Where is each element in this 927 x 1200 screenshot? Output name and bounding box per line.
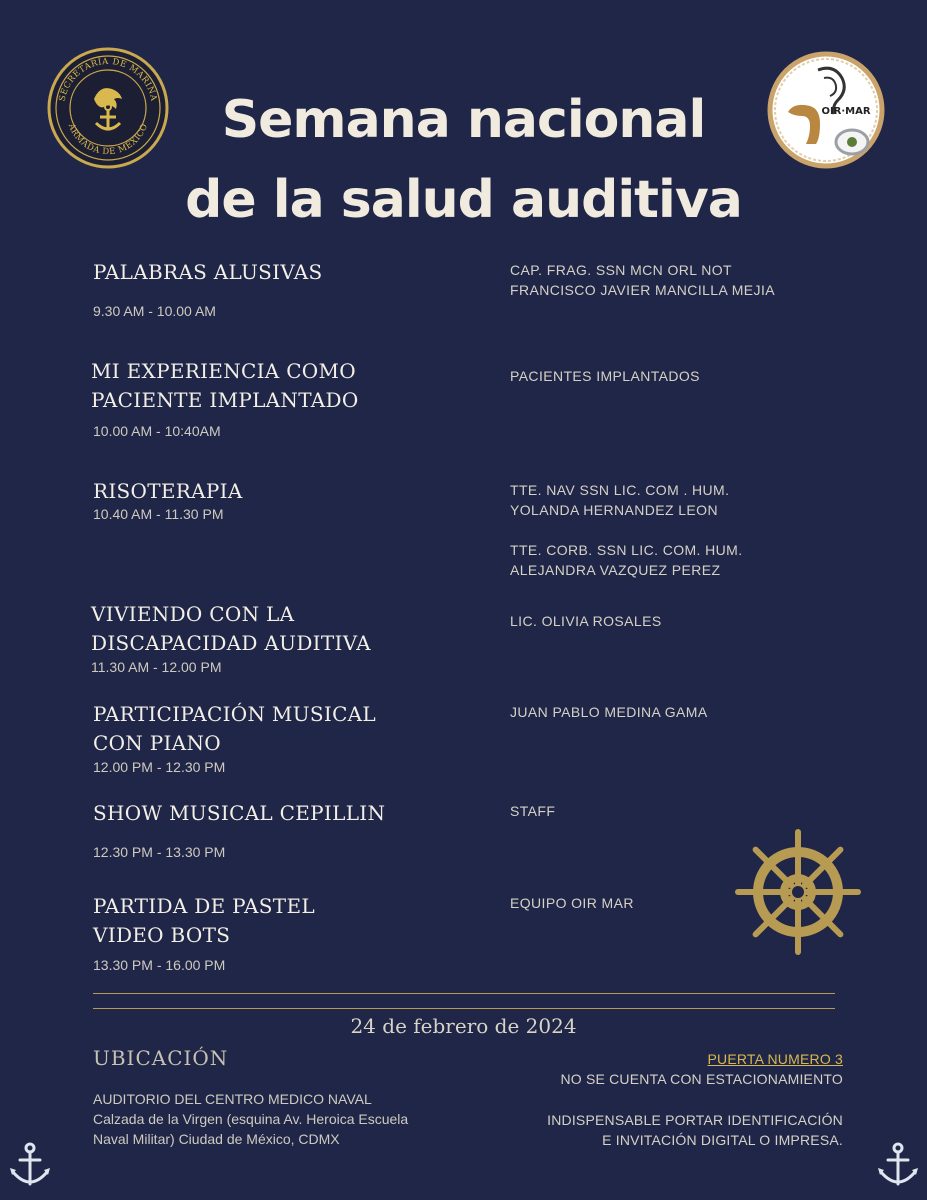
ship-wheel-icon bbox=[734, 828, 862, 956]
svg-text:SECRETARÍA DE MARINA: SECRETARÍA DE MARINA bbox=[57, 56, 159, 103]
id-requirement-line1: INDISPENSABLE PORTAR IDENTIFICACIÓN bbox=[547, 1112, 843, 1128]
event-time: 12.30 PM - 13.30 PM bbox=[93, 844, 226, 860]
event-time: 12.00 PM - 12.30 PM bbox=[93, 759, 226, 775]
event-speaker: CAP. FRAG. SSN MCN ORL NOT FRANCISCO JAVIER MANCILLA MEJIA bbox=[510, 262, 775, 298]
event-speaker: TTE. NAV SSN LIC. COM . HUM. YOLANDA HERNANDEZ LEON bbox=[510, 482, 730, 518]
event-title: PALABRAS ALUSIVAS bbox=[93, 260, 323, 284]
page-title-line1: Semana nacional bbox=[221, 90, 706, 150]
event-speaker: STAFF bbox=[510, 803, 556, 819]
parking-note: NO SE CUENTA CON ESTACIONAMIENTO bbox=[560, 1071, 843, 1087]
event-speaker: JUAN PABLO MEDINA GAMA bbox=[510, 704, 708, 720]
svg-text:ARMADA DE MÉXICO: ARMADA DE MÉXICO bbox=[65, 122, 151, 158]
location-line: Calzada de la Virgen (esquina Av. Heroica Escuela bbox=[93, 1111, 409, 1127]
event-title: VIVIENDO CON LA DISCAPACIDAD AUDITIVA bbox=[91, 602, 371, 655]
event-speaker: PACIENTES IMPLANTADOS bbox=[510, 368, 700, 384]
event-time: 13.30 PM - 16.00 PM bbox=[93, 957, 226, 973]
event-date: 24 de febrero de 2024 bbox=[350, 1014, 577, 1038]
location-line: Naval Militar) Ciudad de México, CDMX bbox=[93, 1131, 340, 1147]
event-title: SHOW MUSICAL CEPILLIN bbox=[93, 801, 386, 825]
id-requirement-line2: E INVITACIÓN DIGITAL O IMPRESA. bbox=[602, 1132, 843, 1148]
anchor-icon bbox=[8, 1142, 52, 1190]
logo-text: OIR·MAR bbox=[821, 106, 871, 117]
event-title: MI EXPERIENCIA COMO PACIENTE IMPLANTADO bbox=[91, 359, 359, 412]
event-time: 11.30 AM - 12.00 PM bbox=[91, 659, 222, 675]
event-time: 10.00 AM - 10:40AM bbox=[93, 423, 221, 439]
event-title: PARTIDA DE PASTEL VIDEO BOTS bbox=[93, 894, 315, 947]
location-line: AUDITORIO DEL CENTRO MEDICO NAVAL bbox=[93, 1091, 372, 1107]
page-title-line2: de la salud auditiva bbox=[185, 170, 742, 230]
divider bbox=[93, 1008, 835, 1009]
event-speaker: EQUIPO OIR MAR bbox=[510, 895, 634, 911]
door-number: PUERTA NUMERO 3 bbox=[707, 1051, 843, 1067]
anchor-icon bbox=[876, 1142, 920, 1190]
event-speaker: TTE. CORB. SSN LIC. COM. HUM. ALEJANDRA VAZQUEZ PEREZ bbox=[510, 542, 743, 578]
event-time: 10.40 AM - 11.30 PM bbox=[93, 506, 224, 522]
location-heading: UBICACIÓN bbox=[93, 1046, 229, 1070]
event-title: RISOTERAPIA bbox=[93, 479, 243, 503]
event-time: 9.30 AM - 10.00 AM bbox=[93, 303, 216, 319]
divider bbox=[93, 993, 835, 994]
event-speaker: LIC. OLIVIA ROSALES bbox=[510, 613, 662, 629]
event-title: PARTICIPACIÓN MUSICAL CON PIANO bbox=[93, 702, 376, 755]
